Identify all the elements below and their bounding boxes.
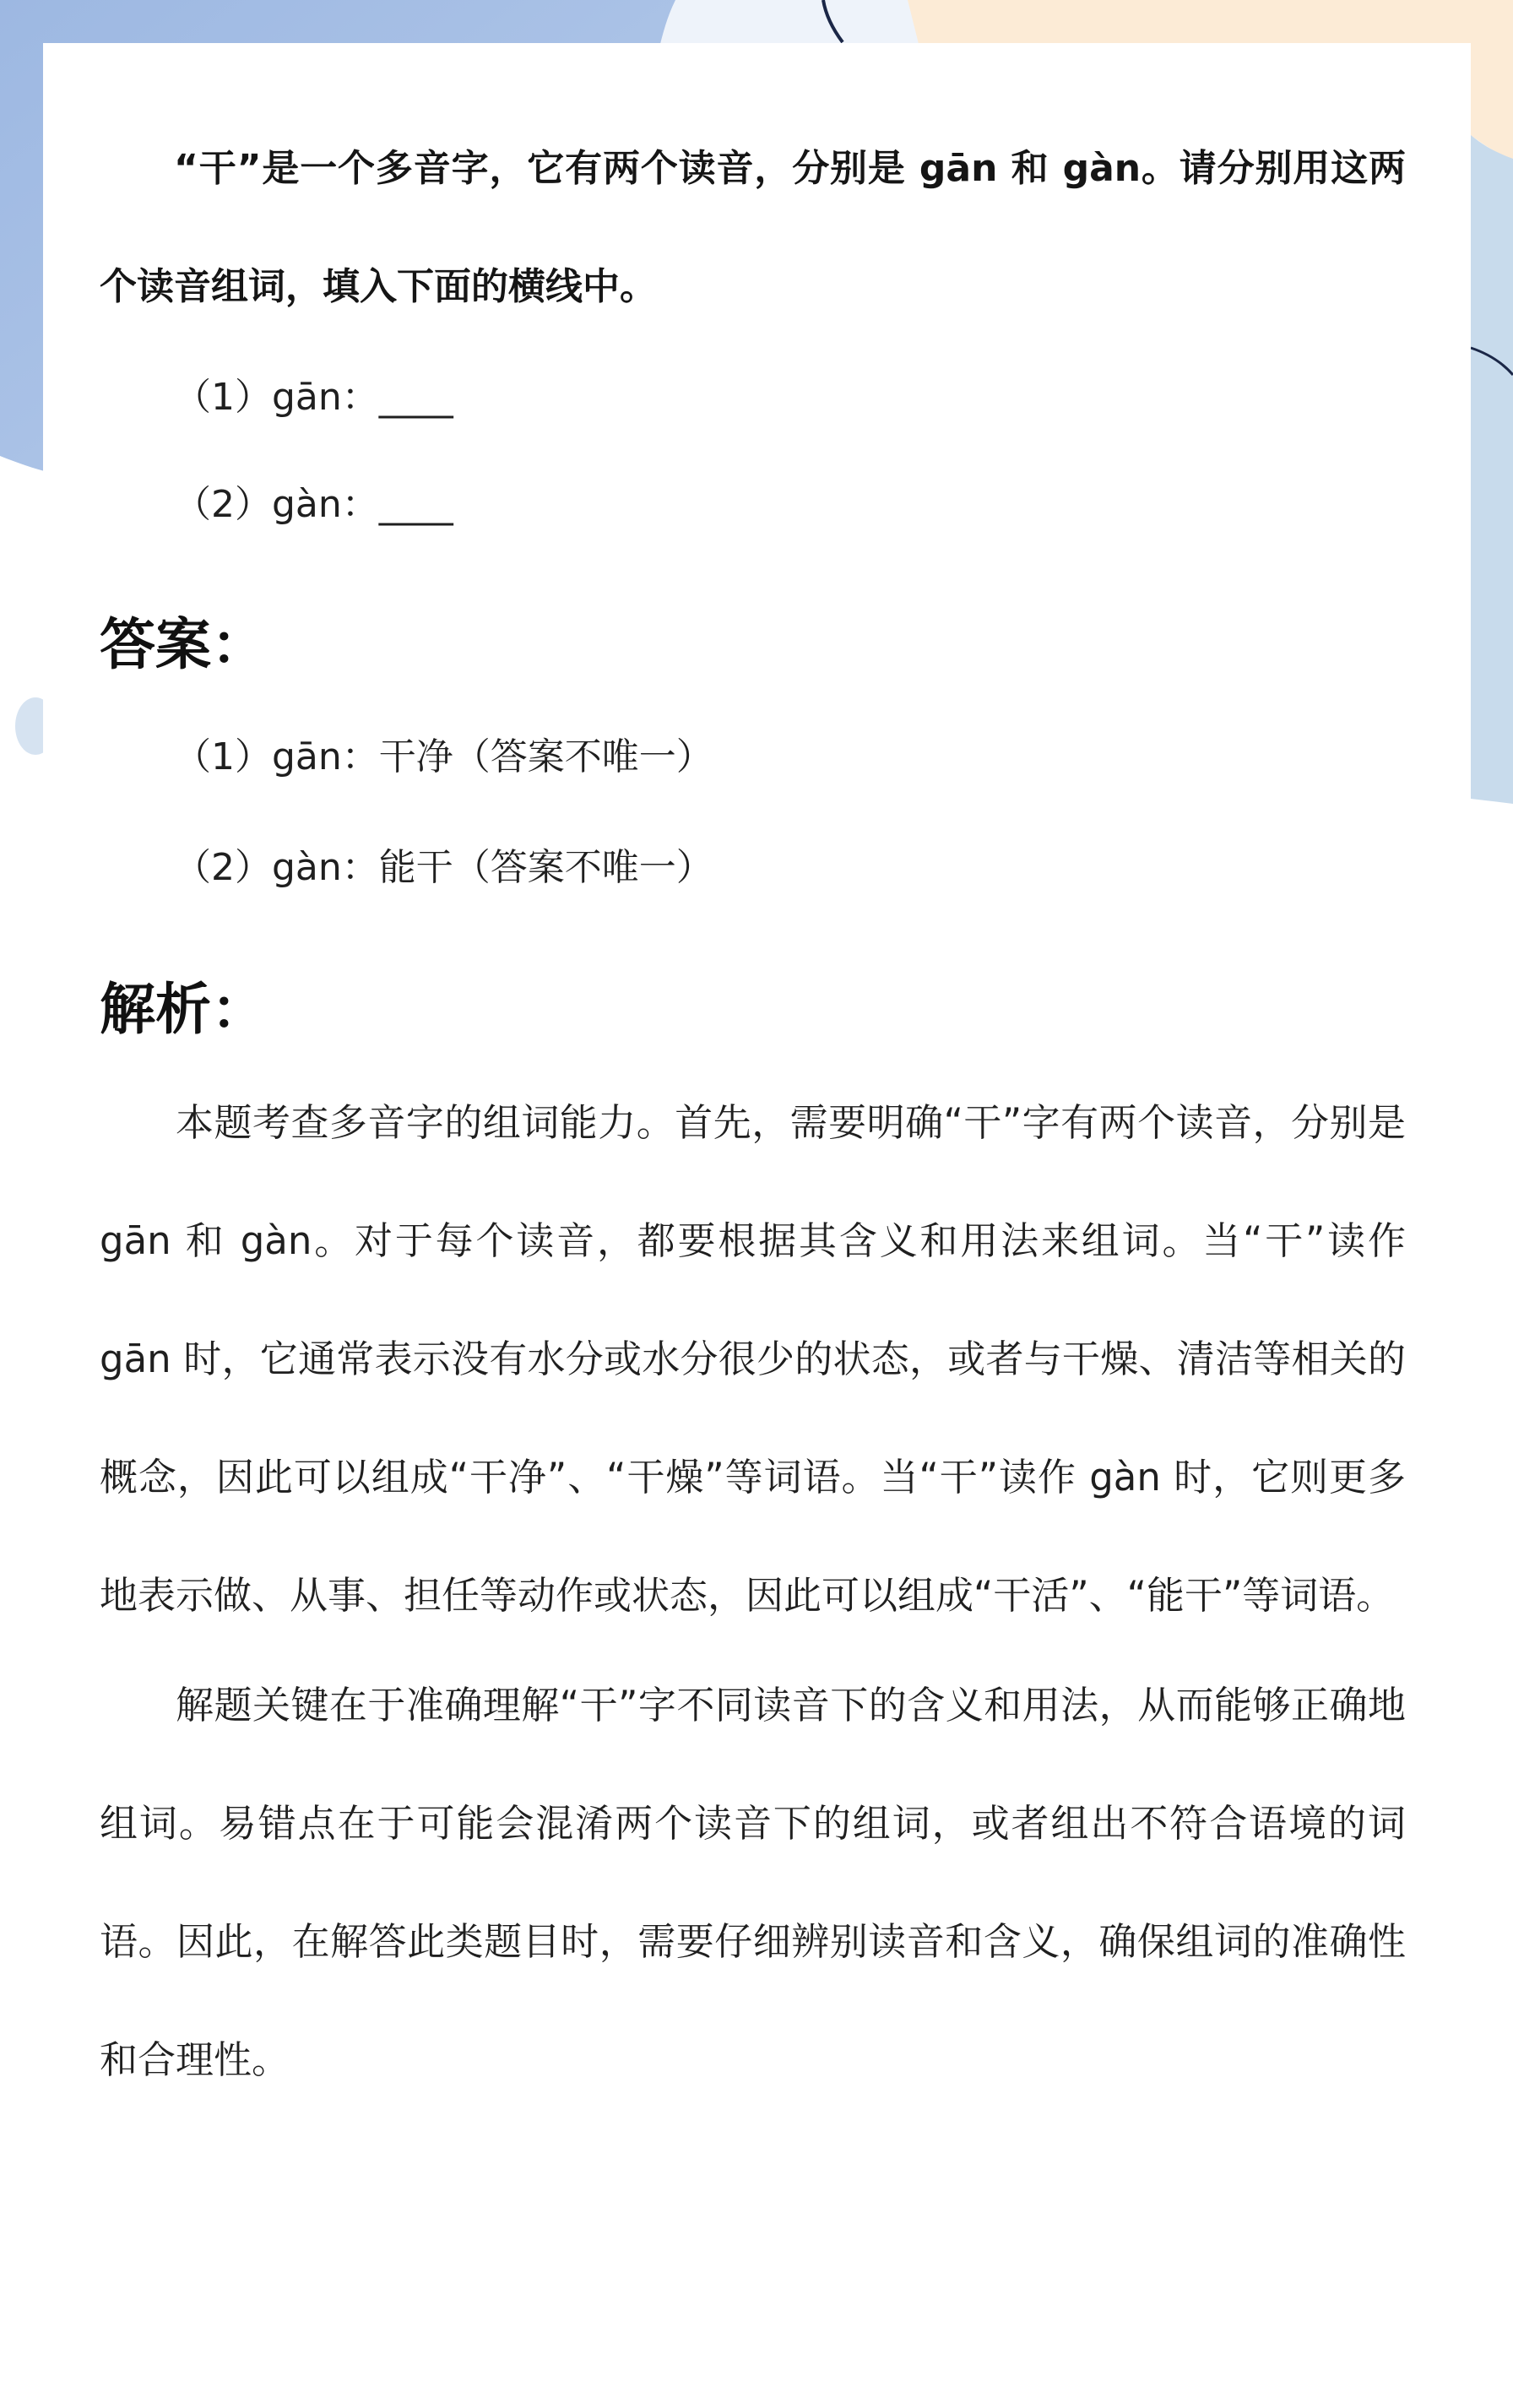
answer-item-1: （1）gān：干净（答案不唯一） <box>174 735 713 778</box>
question-item-1: （1）gān：____ <box>174 376 453 419</box>
answer-items <box>100 702 1406 923</box>
analysis-paragraph-1: 本题考查多音字的组词能力。首先，需要明确“干”字有两个读音，分别是 gān 和 gàn。对于每个读音，都要根据其含义和用法来组词。当“干”读作 gān 时，它通常表示没有水分或水分很少的状态，或者与干燥、清洁等相关的概念，因此可以组成“干净”、“干燥”等词语。当“干”读作 gàn 时，它则更多地表示做、从事、担任等动作或状态，因此可以组成“干活”、“能干”等词语。 <box>100 1100 1406 1618</box>
right-blue-shape <box>1471 135 1513 804</box>
content-card <box>43 43 1471 2408</box>
answer-item-2: （2）gàn：能干（答案不唯一） <box>174 846 713 889</box>
question-items <box>100 344 1406 558</box>
question-item-2: （2）gàn：____ <box>174 483 453 526</box>
question-text: “干”是一个多音字，它有两个读音，分别是 gān 和 gàn。请分别用这两个读音组词，填入下面的横线中。 <box>100 147 1406 308</box>
answer-heading: 答案： <box>100 612 267 677</box>
analysis-paragraph-2: 解题关键在于准确理解“干”字不同读音下的含义和用法，从而能够正确地组词。易错点在于可能会混淆两个读音下的组词，或者组出不符合语境的词语。因此，在解答此类题目时，需要仔细辨别读音和含义，确保组词的准确性和合理性。 <box>100 1683 1406 2082</box>
analysis-heading: 解析： <box>100 977 267 1042</box>
